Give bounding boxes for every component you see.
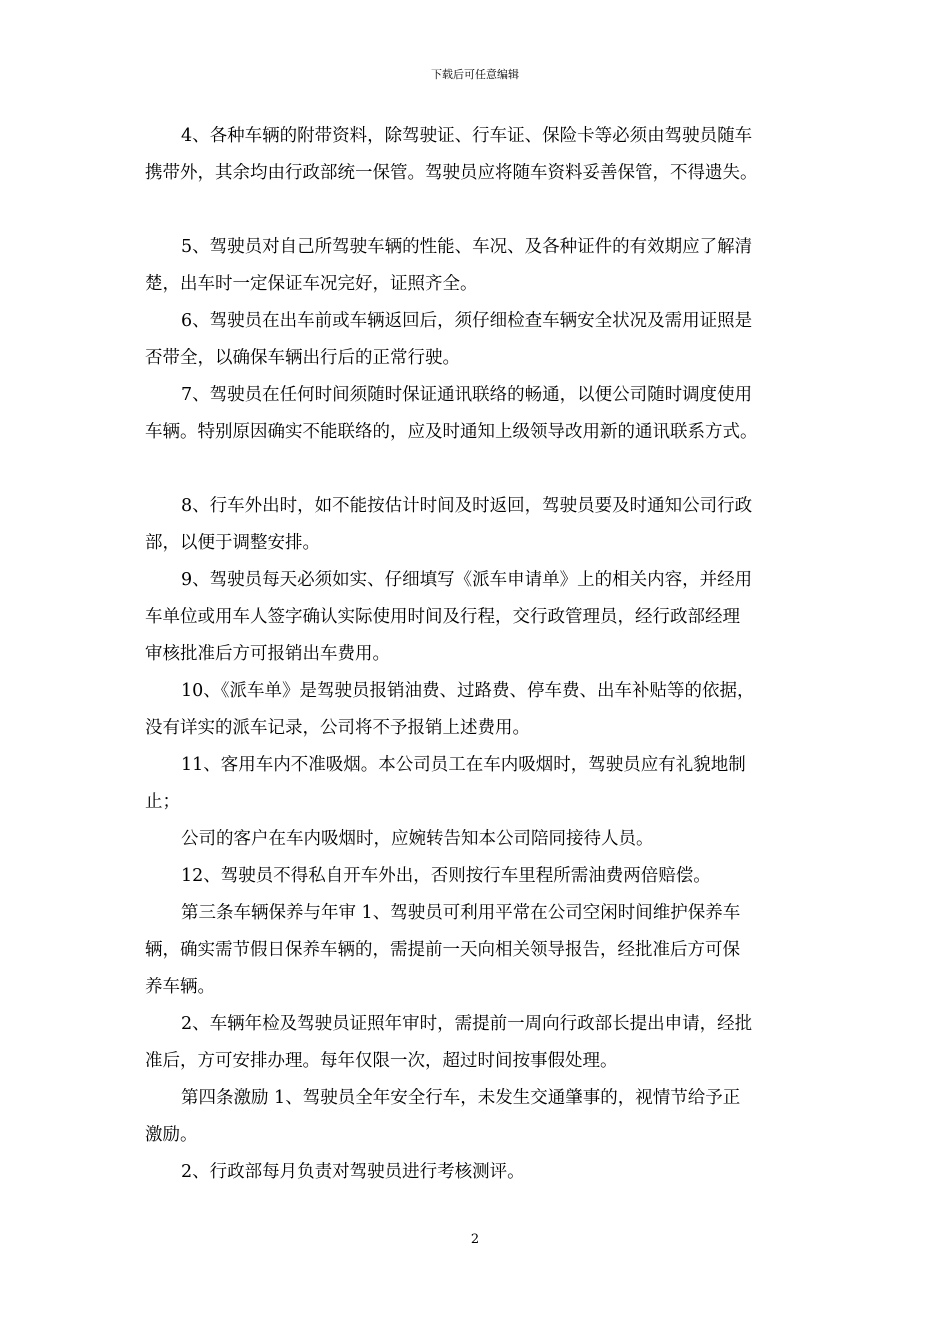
text-line: 2、行政部每月负责对驾驶员进行考核测评。 (181, 1162, 525, 1182)
text-line: 养车辆。 (145, 977, 215, 997)
blank-line (145, 451, 825, 488)
text-line: 7、驾驶员在任何时间须随时保证通讯联络的畅通，以便公司随时调度使用 (181, 385, 753, 405)
text-line: 4、各种车辆的附带资料，除驾驶证、行车证、保险卡等必须由驾驶员随车 (181, 126, 753, 146)
text-line: 9、驾驶员每天必须如实、仔细填写《派车申请单》上的相关内容，并经用 (181, 570, 753, 590)
paragraph-item-6 (145, 303, 825, 377)
text-line: 车单位或用车人签字确认实际使用时间及行程，交行政管理员，经行政部经理 (145, 607, 740, 627)
text-line: 准后，方可安排办理。每年仅限一次，超过时间按事假处理。 (145, 1051, 618, 1071)
blank-line (145, 192, 825, 229)
paragraph-item-11 (145, 747, 825, 821)
text-line: 止； (145, 792, 180, 812)
paragraph-item-10 (145, 673, 825, 747)
paragraph-item-9 (145, 562, 825, 673)
paragraph-item-12 (145, 858, 825, 895)
text-line: 公司的客户在车内吸烟时，应婉转告知本公司陪同接待人员。 (181, 829, 654, 849)
text-line: 2、车辆年检及驾驶员证照年审时，需提前一周向行政部长提出申请，经批 (181, 1014, 753, 1034)
text-line: 没有详实的派车记录，公司将不予报销上述费用。 (145, 718, 530, 738)
page-header: 下载后可任意编辑 (431, 68, 519, 81)
text-line: 8、行车外出时，如不能按估计时间及时返回，驾驶员要及时通知公司行政 (181, 496, 753, 516)
text-line: 11、客用车内不准吸烟。本公司员工在车内吸烟时，驾驶员应有礼貌地制 (181, 755, 746, 775)
text-line: 第三条车辆保养与年审 1、驾驶员可利用平常在公司空闲时间维护保养车 (181, 903, 741, 923)
paragraph-item-5 (145, 229, 825, 303)
paragraph-article-4-2 (145, 1154, 825, 1191)
text-line: 第四条激励 1、驾驶员全年安全行车，未发生交通肇事的，视情节给予正 (181, 1088, 741, 1108)
text-line: 10、《派车单》是驾驶员报销油费、过路费、停车费、出车补贴等的依据， (181, 681, 755, 701)
paragraph-item-11b (145, 821, 825, 858)
text-line: 携带外，其余均由行政部统一保管。驾驶员应将随车资料妥善保管，不得遗失。 (145, 163, 758, 183)
paragraph-article-4 (145, 1080, 825, 1154)
paragraph-item-4 (145, 118, 825, 192)
text-line: 审核批准后方可报销出车费用。 (145, 644, 390, 664)
text-line: 车辆。特别原因确实不能联络的，应及时通知上级领导改用新的通讯联系方式。 (145, 422, 758, 442)
text-line: 楚，出车时一定保证车况完好，证照齐全。 (145, 274, 478, 294)
text-line: 激励。 (145, 1125, 198, 1145)
paragraph-article-3 (145, 895, 825, 1006)
paragraph-item-7 (145, 377, 825, 451)
text-line: 否带全，以确保车辆出行后的正常行驶。 (145, 348, 460, 368)
paragraph-article-3-2 (145, 1006, 825, 1080)
text-line: 部，以便于调整安排。 (145, 533, 320, 553)
text-line: 辆，确实需节假日保养车辆的，需提前一天向相关领导报告，经批准后方可保 (145, 940, 740, 960)
text-line: 5、驾驶员对自己所驾驶车辆的性能、车况、及各种证件的有效期应了解清 (181, 237, 753, 257)
text-line: 12、驾驶员不得私自开车外出，否则按行车里程所需油费两倍赔偿。 (181, 866, 711, 886)
paragraph-item-8 (145, 488, 825, 562)
page-number: 2 (470, 1232, 480, 1247)
text-line: 6、驾驶员在出车前或车辆返回后，须仔细检查车辆安全状况及需用证照是 (181, 311, 753, 331)
document-body (145, 118, 825, 1191)
